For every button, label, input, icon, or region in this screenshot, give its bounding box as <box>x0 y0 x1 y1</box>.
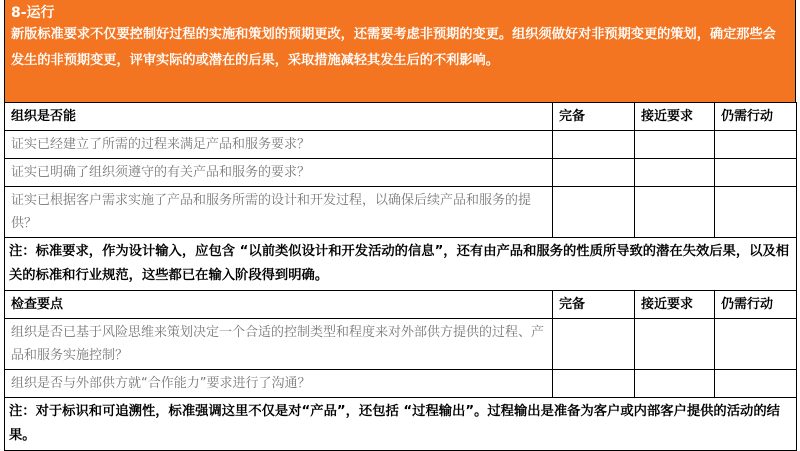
header-checkpoints: 检查要点 <box>5 291 553 319</box>
question-text: 组织是否已基于风险思维来策划决定一个合适的控制类型和程度来对外部供方提供的过程、产品和服务实施控制？ <box>5 319 553 370</box>
complete-cell[interactable] <box>553 159 635 187</box>
header-near-requirement: 接近要求 <box>635 291 715 319</box>
section-banner <box>4 0 796 102</box>
near-requirement-cell[interactable] <box>635 370 715 398</box>
question-text: 证实已明确了组织须遵守的有关产品和服务的要求？ <box>5 159 553 187</box>
action-needed-cell[interactable] <box>715 319 797 370</box>
table-row <box>5 370 797 398</box>
complete-cell[interactable] <box>553 319 635 370</box>
table-row <box>5 187 797 238</box>
table-row <box>5 319 797 370</box>
checklist-table <box>4 102 797 451</box>
complete-cell[interactable] <box>553 131 635 159</box>
header-near-requirement: 接近要求 <box>635 103 715 131</box>
header-complete: 完备 <box>553 291 635 319</box>
question-text: 证实已经建立了所需的过程来满足产品和服务要求？ <box>5 131 553 159</box>
header-complete: 完备 <box>553 103 635 131</box>
header-question: 组织是否能 <box>5 103 553 131</box>
table-row <box>5 131 797 159</box>
near-requirement-cell[interactable] <box>635 187 715 238</box>
near-requirement-cell[interactable] <box>635 319 715 370</box>
action-needed-cell[interactable] <box>715 159 797 187</box>
near-requirement-cell[interactable] <box>635 131 715 159</box>
header-action-needed: 仍需行动 <box>715 103 797 131</box>
note-row <box>5 398 797 451</box>
question-text: 组织是否与外部供方就“合作能力”要求进行了沟通？ <box>5 370 553 398</box>
banner-title: 8-运行 <box>11 5 55 21</box>
table-header-row <box>5 291 797 319</box>
complete-cell[interactable] <box>553 370 635 398</box>
question-text: 证实已根据客户需求实施了产品和服务所需的设计和开发过程，以确保后续产品和服务的提供？ <box>5 187 553 238</box>
near-requirement-cell[interactable] <box>635 159 715 187</box>
header-action-needed: 仍需行动 <box>715 291 797 319</box>
action-needed-cell[interactable] <box>715 370 797 398</box>
table-header-row <box>5 103 797 131</box>
complete-cell[interactable] <box>553 187 635 238</box>
table-row <box>5 159 797 187</box>
note-row <box>5 238 797 291</box>
action-needed-cell[interactable] <box>715 187 797 238</box>
action-needed-cell[interactable] <box>715 131 797 159</box>
banner-description: 新版标准要求不仅要控制好过程的实施和策划的预期更改，还需要考虑非预期的变更。组织须做好对非预期变更的策划，确定那些会发生的非预期变更，评审实际的或潜在的后果，采取措施减轻其发生后的不利影响。 <box>11 27 776 68</box>
note-text: 注：标准要求，作为设计输入，应包含 “以前类似设计和开发活动的信息”，还有由产品和服务的性质所导致的潜在失效后果，以及相关的标准和行业规范，这些都已在输入阶段得到明确。 <box>5 238 797 291</box>
note-text: 注：对于标识和可追溯性，标准强调这里不仅是对“产品”，还包括 “过程输出”。过程输出是准备为客户或内部客户提供的活动的结果。 <box>5 398 797 451</box>
